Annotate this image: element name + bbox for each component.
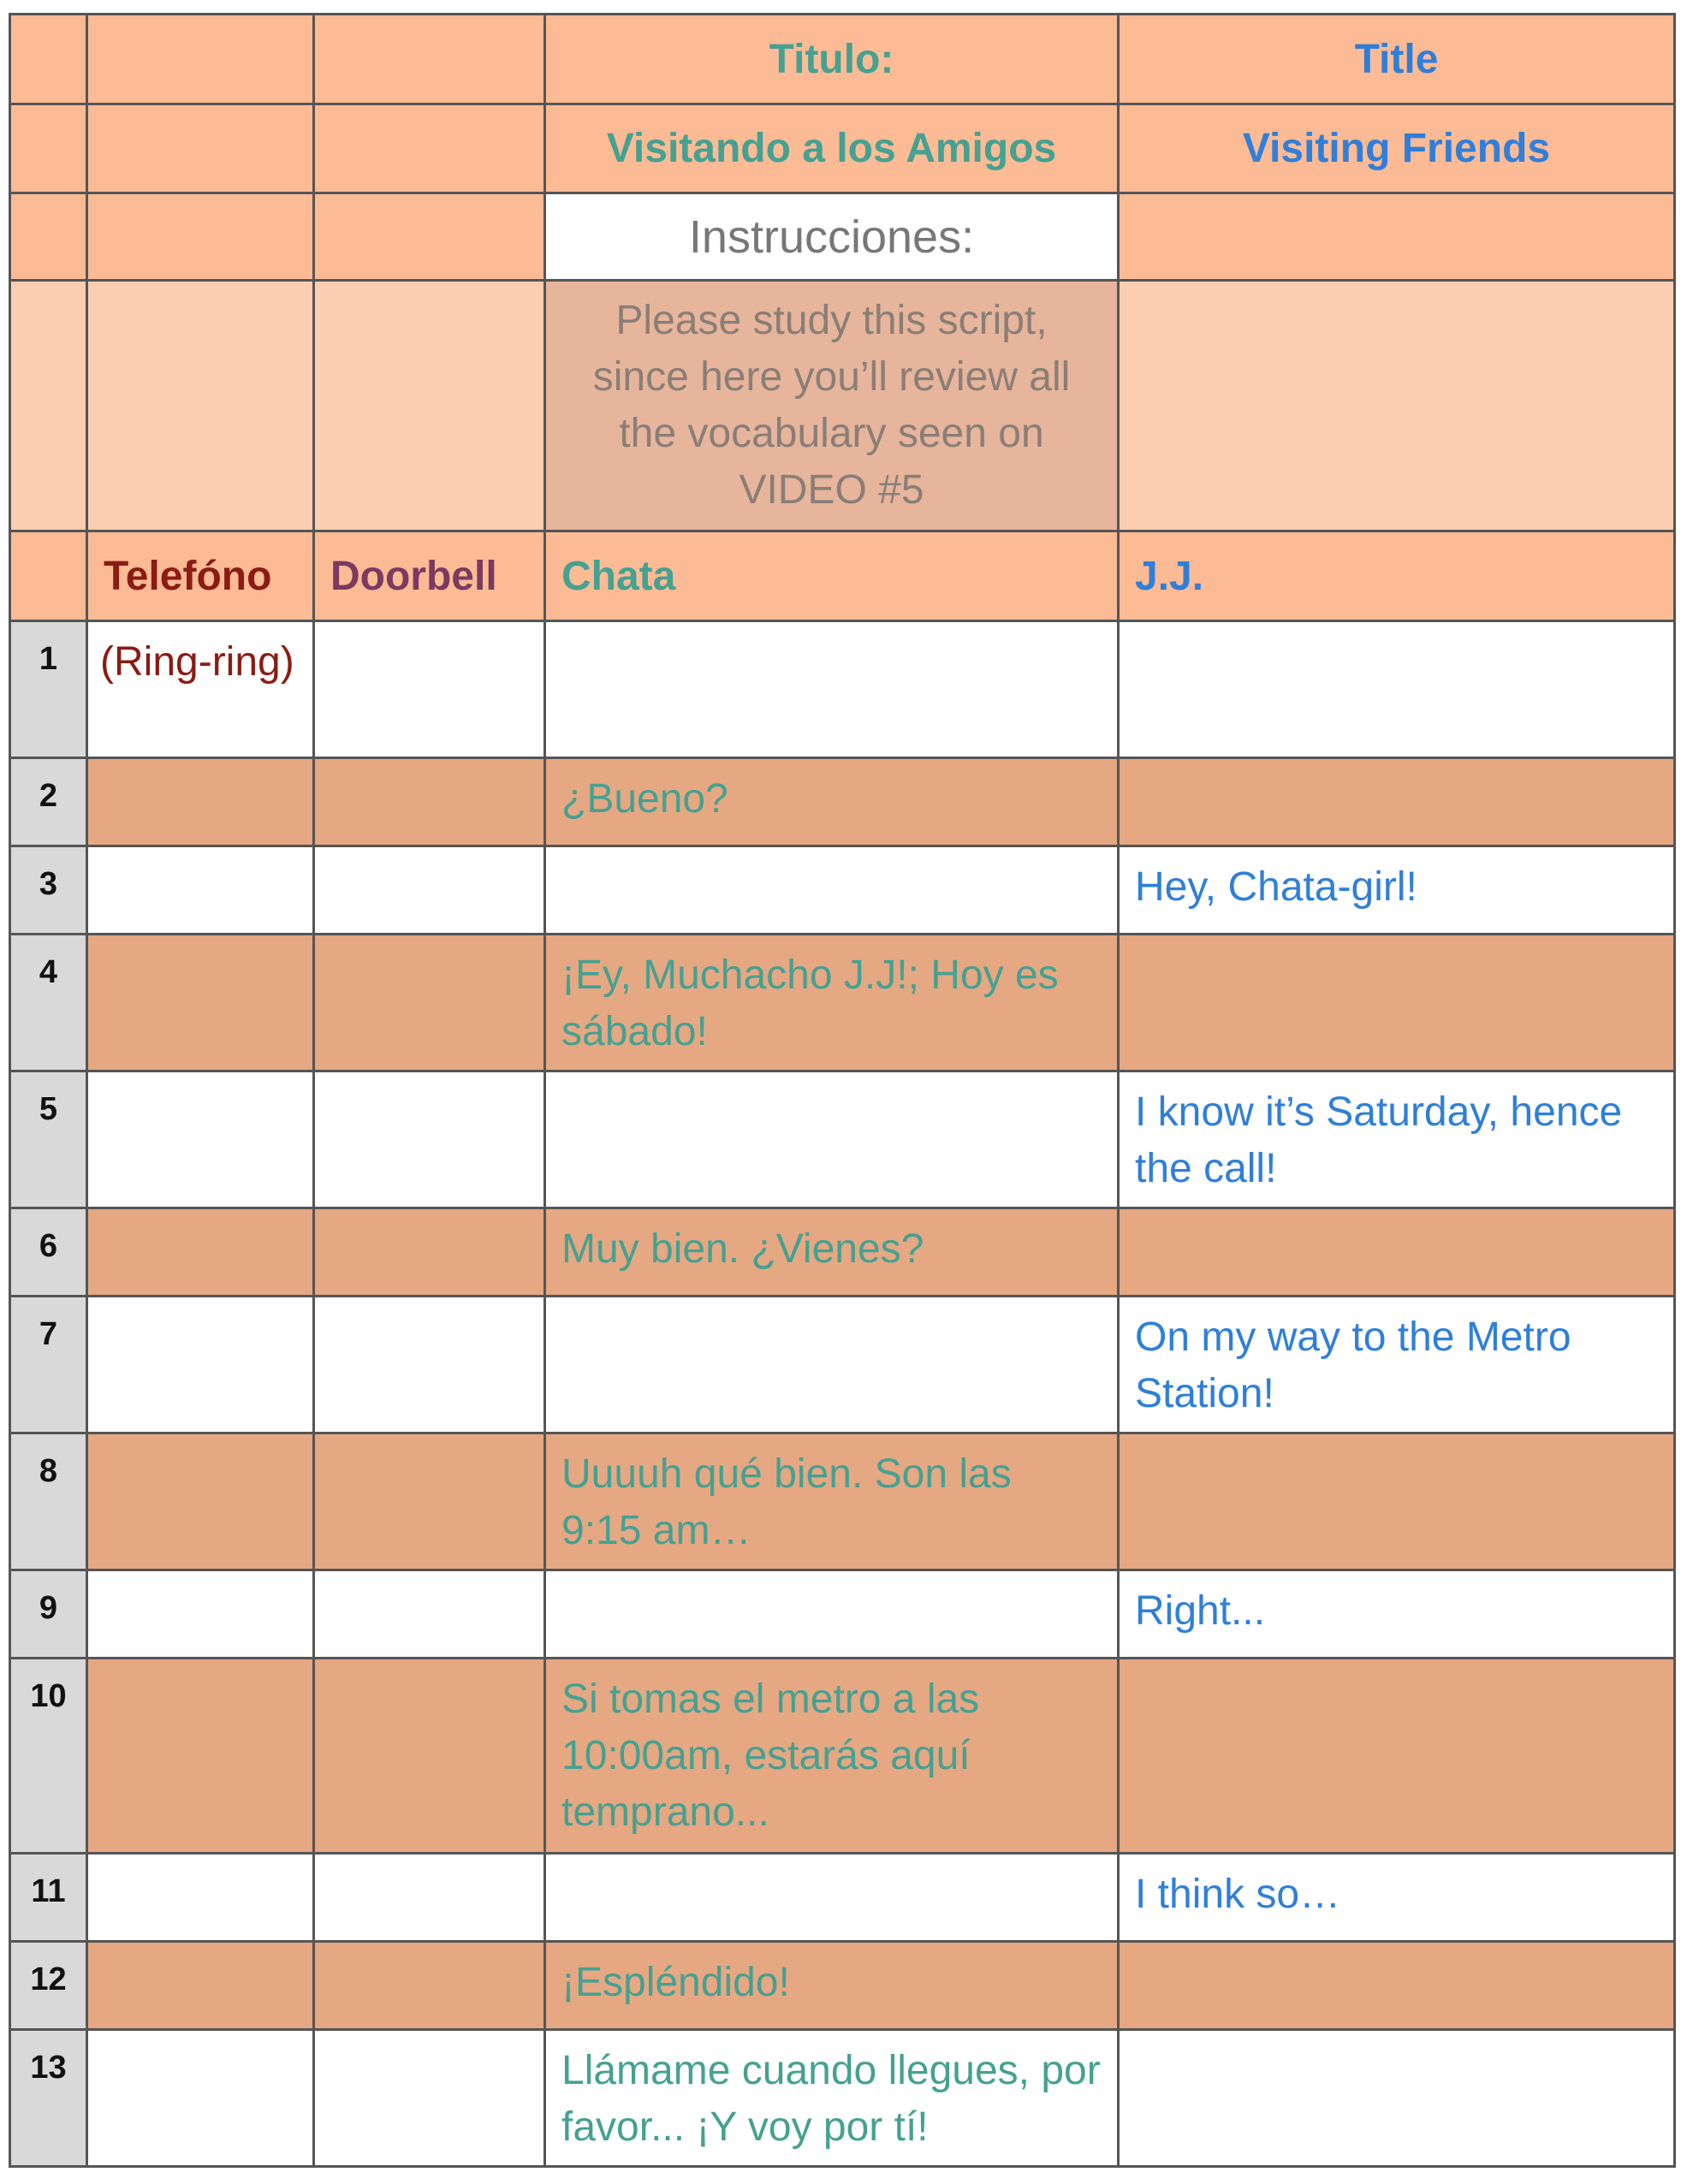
telefono-cell — [87, 846, 314, 935]
telefono-cell — [87, 2030, 314, 2167]
chata-line: Uuuuh qué bien. Son las 9:15 am… — [545, 1433, 1119, 1570]
doorbell-cell — [314, 1071, 545, 1208]
doorbell-cell — [314, 1433, 545, 1570]
empty-cell — [1119, 193, 1675, 281]
jj-line — [1119, 621, 1675, 758]
row-number: 3 — [10, 846, 87, 935]
empty-cell — [314, 281, 545, 531]
row-number: 4 — [10, 935, 87, 1071]
telefono-cell — [87, 1208, 314, 1297]
row-number: 10 — [10, 1659, 87, 1854]
telefono-cell — [87, 935, 314, 1071]
instructions-label: Instrucciones: — [545, 193, 1119, 281]
doorbell-cell — [314, 1297, 545, 1433]
doorbell-cell — [314, 1208, 545, 1297]
jj-line: Hey, Chata-girl! — [1119, 846, 1675, 935]
telefono-cell: (Ring-ring) — [87, 621, 314, 758]
column-header-jj: J.J. — [1119, 531, 1675, 621]
script-table-body — [10, 15, 1675, 2167]
empty-cell — [87, 15, 314, 104]
chata-line — [545, 1570, 1119, 1659]
table-row — [10, 621, 1675, 758]
row-number: 13 — [10, 2030, 87, 2167]
doorbell-cell — [314, 621, 545, 758]
jj-line — [1119, 1659, 1675, 1854]
jj-line — [1119, 2030, 1675, 2167]
empty-cell — [314, 193, 545, 281]
title-es-label: Titulo: — [545, 15, 1119, 104]
jj-line — [1119, 1942, 1675, 2030]
doorbell-cell — [314, 1854, 545, 1942]
chata-line — [545, 846, 1119, 935]
row-number: 11 — [10, 1854, 87, 1942]
empty-cell — [10, 15, 87, 104]
table-row — [10, 1071, 1675, 1208]
table-row — [10, 1854, 1675, 1942]
telefono-cell — [87, 1942, 314, 2030]
row-number: 5 — [10, 1071, 87, 1208]
row-number: 1 — [10, 621, 87, 758]
telefono-cell — [87, 758, 314, 846]
table-row — [10, 846, 1675, 935]
chata-line — [545, 1071, 1119, 1208]
chata-line — [545, 1854, 1119, 1942]
table-row — [10, 2030, 1675, 2167]
jj-line: On my way to the Metro Station! — [1119, 1297, 1675, 1433]
column-header-row — [10, 531, 1675, 621]
title-en: Visiting Friends — [1119, 104, 1675, 193]
chata-line: Si tomas el metro a las 10:00am, estarás aquí temprano... — [545, 1659, 1119, 1854]
title-label-row — [10, 15, 1675, 104]
chata-line: ¿Bueno? — [545, 758, 1119, 846]
row-number: 8 — [10, 1433, 87, 1570]
empty-cell — [87, 193, 314, 281]
instructions-row — [10, 281, 1675, 531]
empty-cell — [1119, 281, 1675, 531]
empty-cell — [314, 15, 545, 104]
empty-cell — [10, 531, 87, 621]
title-en-label: Title — [1119, 15, 1675, 104]
empty-cell — [314, 104, 545, 193]
table-row — [10, 935, 1675, 1071]
instructions-label-row — [10, 193, 1675, 281]
telefono-cell — [87, 1570, 314, 1659]
jj-line: I think so… — [1119, 1854, 1675, 1942]
telefono-cell — [87, 1297, 314, 1433]
empty-cell — [10, 281, 87, 531]
table-row — [10, 1208, 1675, 1297]
row-number: 12 — [10, 1942, 87, 2030]
chata-line — [545, 1297, 1119, 1433]
chata-line: ¡Ey, Muchacho J.J!; Hoy es sábado! — [545, 935, 1119, 1071]
empty-cell — [87, 281, 314, 531]
doorbell-cell — [314, 1942, 545, 2030]
telefono-cell — [87, 1659, 314, 1854]
title-row — [10, 104, 1675, 193]
table-row — [10, 1297, 1675, 1433]
row-number: 9 — [10, 1570, 87, 1659]
column-header-telefono: Telefóno — [87, 531, 314, 621]
chata-line: ¡Espléndido! — [545, 1942, 1119, 2030]
row-number: 2 — [10, 758, 87, 846]
doorbell-cell — [314, 2030, 545, 2167]
table-row — [10, 1570, 1675, 1659]
row-number: 6 — [10, 1208, 87, 1297]
instructions-text: Please study this script, since here you’ll review all the vocabulary seen on VIDEO #5 — [545, 281, 1119, 531]
doorbell-cell — [314, 1570, 545, 1659]
jj-line — [1119, 1208, 1675, 1297]
table-row — [10, 758, 1675, 846]
title-es: Visitando a los Amigos — [545, 104, 1119, 193]
empty-cell — [10, 193, 87, 281]
script-table — [9, 13, 1676, 2168]
jj-line: I know it’s Saturday, hence the call! — [1119, 1071, 1675, 1208]
doorbell-cell — [314, 1659, 545, 1854]
column-header-doorbell: Doorbell — [314, 531, 545, 621]
telefono-cell — [87, 1071, 314, 1208]
doorbell-cell — [314, 935, 545, 1071]
doorbell-cell — [314, 758, 545, 846]
column-header-chata: Chata — [545, 531, 1119, 621]
telefono-cell — [87, 1854, 314, 1942]
empty-cell — [10, 104, 87, 193]
jj-line — [1119, 935, 1675, 1071]
telefono-cell — [87, 1433, 314, 1570]
chata-line — [545, 621, 1119, 758]
table-row — [10, 1659, 1675, 1854]
empty-cell — [87, 104, 314, 193]
chata-line: Llámame cuando llegues, por favor... ¡Y voy por tí! — [545, 2030, 1119, 2167]
table-row — [10, 1433, 1675, 1570]
jj-line: Right... — [1119, 1570, 1675, 1659]
table-row — [10, 1942, 1675, 2030]
jj-line — [1119, 758, 1675, 846]
jj-line — [1119, 1433, 1675, 1570]
row-number: 7 — [10, 1297, 87, 1433]
chata-line: Muy bien. ¿Vienes? — [545, 1208, 1119, 1297]
doorbell-cell — [314, 846, 545, 935]
